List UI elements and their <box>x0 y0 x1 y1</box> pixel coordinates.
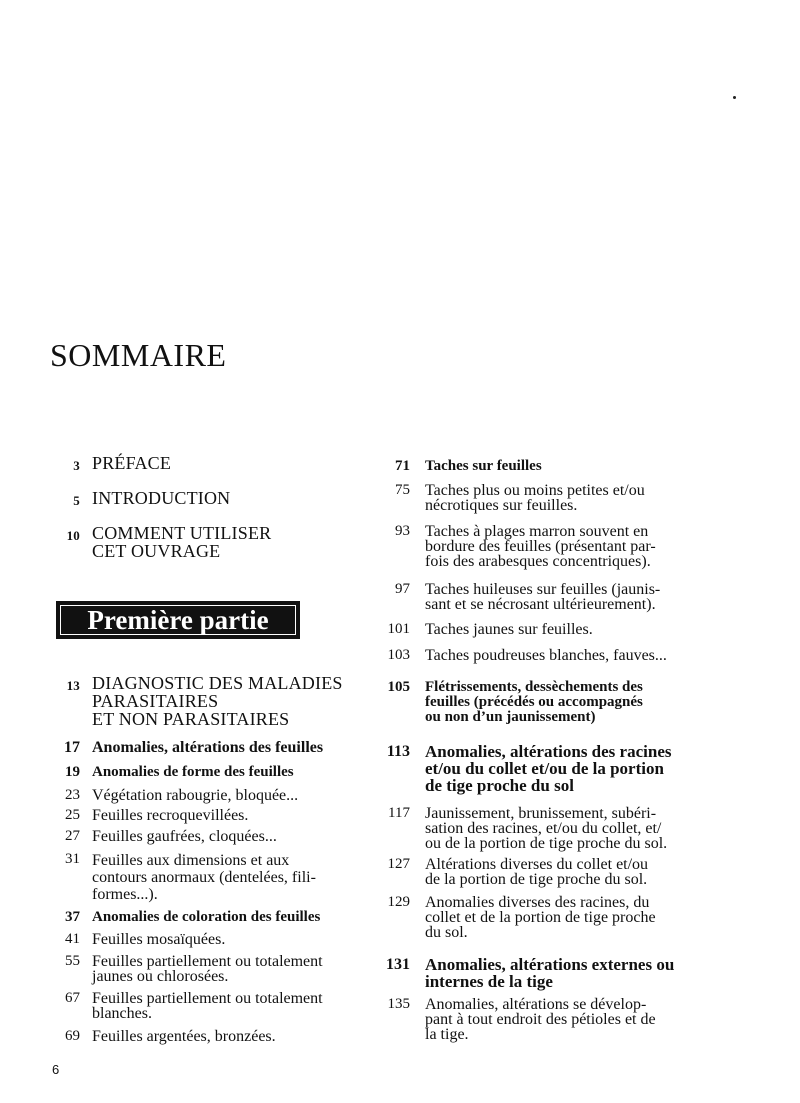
toc-entry-title: PRÉFACE <box>92 453 172 473</box>
toc-entry-diagnostic <box>50 674 362 728</box>
toc-entry-title: Taches à plages marron souvent en bordure des feuilles (présentant par- fois des arabesques concentriques). <box>425 523 656 570</box>
toc-entry <box>50 829 362 844</box>
toc-entry-title: Anomalies, altérations se dévelop- pant à tout endroit des pétioles et de la tige. <box>425 996 656 1043</box>
toc-entry-title: Taches sur feuilles <box>425 458 542 474</box>
toc-entry-title: Feuilles argentées, bronzées. <box>92 1028 276 1045</box>
toc-page-number: 75 <box>395 482 410 498</box>
toc-entry-title: Taches plus ou moins petites et/ou nécrotiques sur feuilles. <box>425 482 645 514</box>
toc-page-number: 25 <box>65 807 80 823</box>
toc-entry <box>50 788 362 803</box>
toc-entry-preface <box>50 454 362 475</box>
toc-page-number: 17 <box>64 739 80 756</box>
toc-page-number: 97 <box>395 581 410 597</box>
toc-entry-subsection-heading <box>50 765 362 780</box>
toc-entry-title: INTRODUCTION <box>92 488 231 508</box>
toc-entry-title: Végétation rabougrie, bloquée... <box>92 787 299 804</box>
toc-entry-title: Anomalies, altérations des racines et/ou du collet et/ou de la portion de tige proche du sol <box>425 742 672 795</box>
toc-entry-comment-utiliser <box>50 524 362 560</box>
toc-entry <box>50 991 362 1021</box>
toc-entry <box>50 932 362 947</box>
toc-entry-title: DIAGNOSTIC DES MALADIES PARASITAIRES ET NON PARASITAIRES <box>92 673 343 729</box>
toc-page-number: 105 <box>387 679 410 695</box>
page-title: SOMMAIRE <box>50 337 227 373</box>
toc-page-number: 71 <box>395 458 410 474</box>
toc-page-number: 103 <box>387 647 410 663</box>
toc-page-number: 10 <box>66 528 80 543</box>
toc-entry-subsection-heading <box>50 910 362 925</box>
toc-entry <box>50 954 362 984</box>
toc-page-number: 5 <box>73 493 80 508</box>
toc-page-number: 101 <box>387 621 410 637</box>
toc-entry-section-heading <box>50 740 362 756</box>
toc-entry <box>372 857 687 887</box>
toc-entry-title: Jaunissement, brunissement, subéri- sation des racines, et/ou du collet, et/ ou de la portion de tige proche du sol. <box>425 805 668 852</box>
toc-page-number: 37 <box>65 909 80 925</box>
toc-entry-title: Anomalies, altérations des feuilles <box>92 739 324 756</box>
toc-entry-title: Anomalies, altérations externes ou internes de la tige <box>425 955 675 991</box>
toc-entry <box>50 852 362 903</box>
toc-entry-section-heading <box>372 459 687 474</box>
toc-entry-section-heading <box>372 956 687 990</box>
page-number: 6 <box>52 1062 60 1077</box>
toc-entry-title: Taches poudreuses blanches, fauves... <box>425 647 667 664</box>
toc-entry <box>372 524 687 569</box>
toc-entry-title: Altérations diverses du collet et/ou de la portion de tige proche du sol. <box>425 856 649 888</box>
toc-entry-title: Flétrissements, dessèchements des feuilles (précédés ou accompagnés ou non d’un jaunissement) <box>425 679 643 725</box>
toc-page-number: 13 <box>66 678 80 693</box>
toc-entry-title: Feuilles recroquevillées. <box>92 807 249 824</box>
toc-entry <box>372 895 687 940</box>
toc-page-number: 113 <box>386 743 410 760</box>
toc-entry-title: Feuilles partiellement ou totalement jaunes ou chlorosées. <box>92 953 323 985</box>
toc-page-number: 31 <box>65 851 80 867</box>
part-banner <box>56 601 300 639</box>
toc-entry-title: Anomalies diverses des racines, du collet et de la portion de tige proche du sol. <box>425 894 656 941</box>
toc-page-number: 131 <box>386 956 410 973</box>
toc-entry-title: Feuilles gaufrées, cloquées... <box>92 828 277 845</box>
toc-page-number: 93 <box>395 523 410 539</box>
toc-entry <box>50 1029 362 1044</box>
toc-entry-section-heading <box>372 743 687 794</box>
toc-page-number: 23 <box>65 787 80 803</box>
toc-entry-title: Feuilles partiellement ou totalement blanches. <box>92 990 323 1022</box>
toc-entry <box>372 648 687 663</box>
toc-page-number: 19 <box>65 764 80 780</box>
toc-page-number: 69 <box>65 1028 80 1044</box>
toc-entry-section-heading <box>372 680 687 725</box>
stray-dot-mark <box>733 96 736 99</box>
toc-page-number: 117 <box>388 805 410 821</box>
toc-entry <box>372 806 687 851</box>
toc-page-number: 127 <box>387 856 410 872</box>
toc-entry-title: Anomalies de coloration des feuilles <box>92 909 321 925</box>
toc-entry <box>372 997 687 1042</box>
toc-page-number: 55 <box>65 953 80 969</box>
toc-page-number: 3 <box>73 458 80 473</box>
toc-entry <box>372 622 687 637</box>
toc-entry <box>50 808 362 823</box>
toc-entry-title: Feuilles mosaïquées. <box>92 931 226 948</box>
toc-entry-title: Feuilles aux dimensions et aux contours anormaux (dentelées, fili- formes...). <box>92 852 316 903</box>
toc-entry <box>372 582 687 612</box>
toc-entry-introduction <box>50 489 362 510</box>
toc-page-number: 41 <box>65 931 80 947</box>
toc-page-number: 27 <box>65 828 80 844</box>
toc-page-number: 135 <box>387 996 410 1012</box>
toc-page-number: 67 <box>65 990 80 1006</box>
part-banner-label: Première partie <box>60 605 296 635</box>
toc-entry-title: Anomalies de forme des feuilles <box>92 764 294 780</box>
toc-entry <box>372 483 687 513</box>
toc-entry-title: Taches huileuses sur feuilles (jaunis- sant et se nécrosant ultérieurement). <box>425 581 661 613</box>
toc-entry-title: Taches jaunes sur feuilles. <box>425 621 593 638</box>
toc-page-number: 129 <box>387 894 410 910</box>
toc-entry-title: COMMENT UTILISER CET OUVRAGE <box>92 523 272 561</box>
